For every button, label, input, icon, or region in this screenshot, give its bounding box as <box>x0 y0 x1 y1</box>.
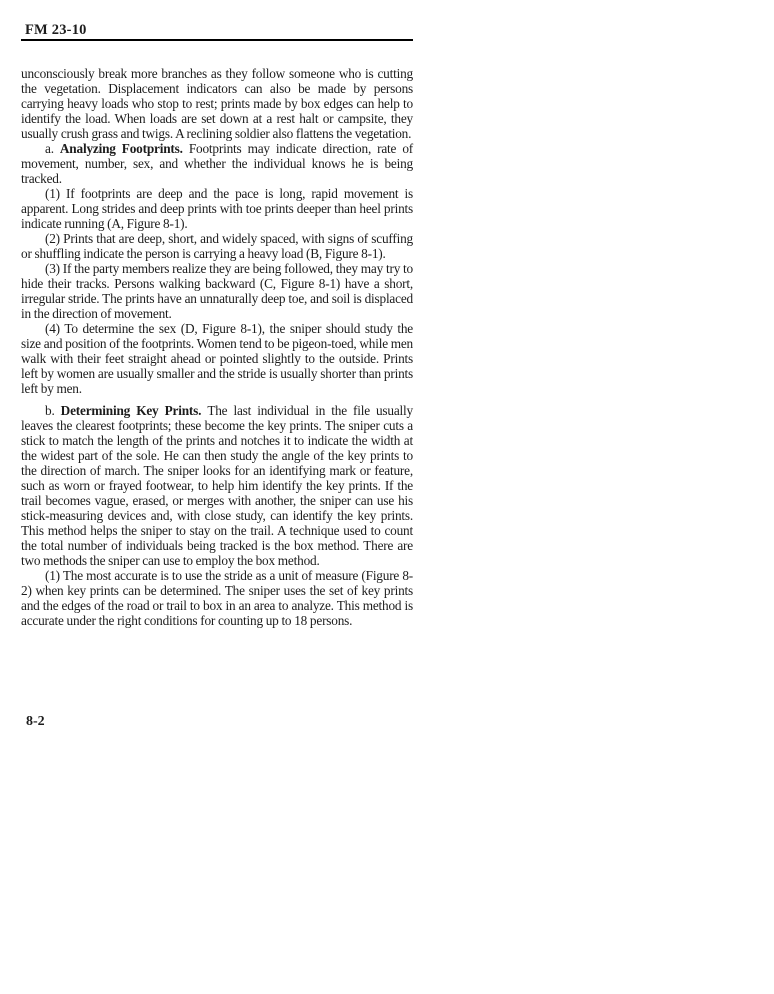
paragraph-heading-run: Analyzing Footprints. <box>59 141 189 156</box>
paragraph-b-determining-key-prints <box>21 403 413 568</box>
paragraph-text: (2) Prints that are deep, short, and widely spaced, with signs of scuffing or shuffling indicate the person is carrying a heavy load (B, Figure 8-1). <box>21 231 413 261</box>
paragraph-a1-rapid-movement <box>21 186 413 231</box>
paragraph-lead: a. <box>45 141 60 156</box>
page-number: 8-2 <box>26 714 45 729</box>
paragraph-text: (3) If the party members realize they are being followed, they may try to hide their tracks. Persons walking backward (C, Figure 8-1) have a short, irregular stride. The prints have an unnaturally deep toe, and soil is displaced in the direction of movement. <box>21 261 413 321</box>
paragraph-heading-run: Determining Key Prints. <box>60 403 208 418</box>
paragraph-text: unconsciously break more branches as they follow someone who is cutting the vegetation. Displacement indicators can also be made by persons carrying heavy loads who stop to rest; prints made by box edges can help to identify the load. When loads are set down at a rest halt or campsite, they usually crush grass and twigs. A reclining soldier also flattens the vegetation. <box>21 66 413 141</box>
paragraph-a2-heavy-load <box>21 231 413 261</box>
header-rule <box>21 39 413 41</box>
paragraph-text: The last individual in the file usually leaves the clearest footprints; these become the key prints. The sniper cuts a stick to match the length of the prints and notches it to indicate the width at the widest part of the sole. He can then study the angle of the key prints to the direction of march. The sniper looks for an identifying mark or feature, such as worn or frayed footwear, to help him identify the key prints. If the trail becomes vague, erased, or merges with another, the sniper can use his stick-measuring devices and, with close study, can identify the key prints. This method helps the sniper to stay on the trail. A technique used to count the total number of individuals being tracked is the box method. There are two methods the sniper can use to employ the box method. <box>21 403 413 568</box>
paragraph-b1-stride-measure <box>21 568 413 628</box>
paragraph-text: (4) To determine the sex (D, Figure 8-1), the sniper should study the size and position of the footprints. Women tend to be pigeon-toed, while men walk with their feet straight ahead or pointed slightly to the outside. Prints left by women are usually smaller and the stride is usually shorter than prints left by men. <box>21 321 414 396</box>
paragraph-a-analyzing-footprints <box>21 141 413 186</box>
paragraph-text: (1) If footprints are deep and the pace is long, rapid movement is apparent. Long strides and deep prints with toe prints deeper than heel prints indicate running (A, Figure 8-1). <box>21 186 413 231</box>
paragraph-text: (1) The most accurate is to use the stride as a unit of measure (Figure 8-2) when key prints can be determined. The sniper uses the set of key prints and the edges of the road or trail to box in an area to analyze. This method is accurate under the right conditions for counting up to 18 persons. <box>21 568 413 628</box>
manual-code-header: FM 23-10 <box>25 22 87 38</box>
paragraph-a4-determine-sex <box>21 321 413 396</box>
paragraph-intro-continuation <box>21 66 413 141</box>
paragraph-text: Footprints may indicate direction, rate of movement, number, sex, and whether the individual knows he is being tracked. <box>21 141 413 186</box>
paragraph-lead: b. <box>45 403 61 418</box>
paragraph-a3-walking-backward <box>21 261 413 321</box>
body-text-column <box>21 66 413 628</box>
